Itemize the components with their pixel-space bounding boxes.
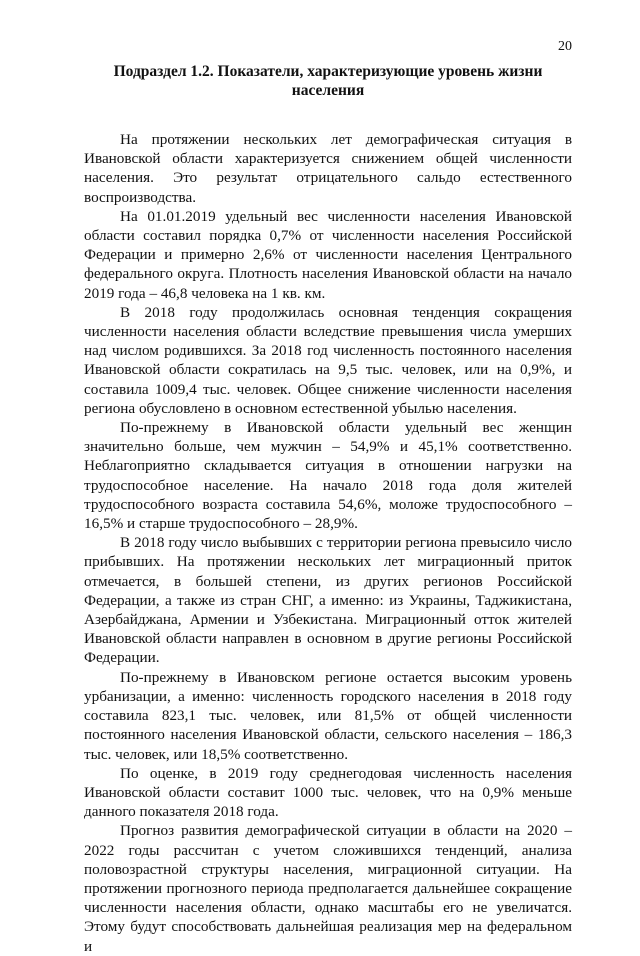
- paragraph: На протяжении нескольких лет демографическая ситуация в Ивановской области характеризуется снижением общей численности населения. Это результат отрицательного сальдо естественного воспроизводства.: [84, 131, 572, 206]
- page-number: 20: [558, 39, 572, 54]
- section-heading-line-2: населения: [291, 82, 365, 99]
- paragraph: По оценке, в 2019 году среднегодовая численность населения Ивановской области составит 1000 тыс. человек, что на 0,9% меньше данного показателя 2018 года.: [84, 764, 572, 821]
- section-heading: [84, 62, 572, 100]
- paragraph: Прогноз развития демографической ситуации в области на 2020 – 2022 годы рассчитан с учетом сложившихся тенденций, анализа половозрастной структуры населения, миграционной ситуации. На протяжении прогнозного периода предполагается дальнейшее сокращение численности населения области, однако масштабы его не увеличатся. Этому будут способствовать дальнейшая реализация мер на федеральном и: [84, 822, 572, 955]
- paragraph: В 2018 году число выбывших с территории региона превысило число прибывших. На протяжении нескольких лет миграционный приток отмечается, в большей степени, из других регионов Российской Федерации, а также из стран СНГ, а именно: из Украины, Таджикистана, Азербайджана, Армении и Узбекистана. Миграционный отток жителей Ивановской области направлен в основном в другие регионы Российской Федерации.: [84, 534, 572, 667]
- paragraph: По-прежнему в Ивановской области удельный вес женщин значительно больше, чем мужчин – 54,9% и 45,1% соответственно. Неблагоприятно складывается ситуация в отношении нагрузки на трудоспособное население. На начало 2018 года доля жителей трудоспособного возраста составила 54,6%, моложе трудоспособного – 16,5% и старше трудоспособного – 28,9%.: [84, 419, 572, 533]
- paragraph: На 01.01.2019 удельный вес численности населения Ивановской области составил порядка 0,7% от численности населения Российской Федерации и примерно 2,6% от численности населения Центрального федерального округа. Плотность населения Ивановской области на начало 2019 года – 46,8 человека на 1 кв. км.: [84, 207, 572, 302]
- section-heading-line-1: Подраздел 1.2. Показатели, характеризующие уровень жизни: [113, 63, 543, 80]
- paragraph: По-прежнему в Ивановском регионе остается высоким уровень урбанизации, а именно: численность городского населения в 2018 году составила 823,1 тыс. человек, или 81,5% от общей численности постоянного населения Ивановской области, сельского населения – 186,3 тыс. человек, или 18,5% соответственно.: [84, 668, 572, 763]
- paragraph: В 2018 году продолжилась основная тенденция сокращения численности населения области вследствие превышения числа умерших над числом родившихся. За 2018 год численность постоянного населения Ивановской области сократилась на 9,5 тыс. человек, или на 0,9%, и составила 1009,4 тыс. человек. Общее снижение численности населения региона обусловлено в основном естественной убылью населения.: [84, 303, 572, 417]
- body-text: [84, 130, 572, 956]
